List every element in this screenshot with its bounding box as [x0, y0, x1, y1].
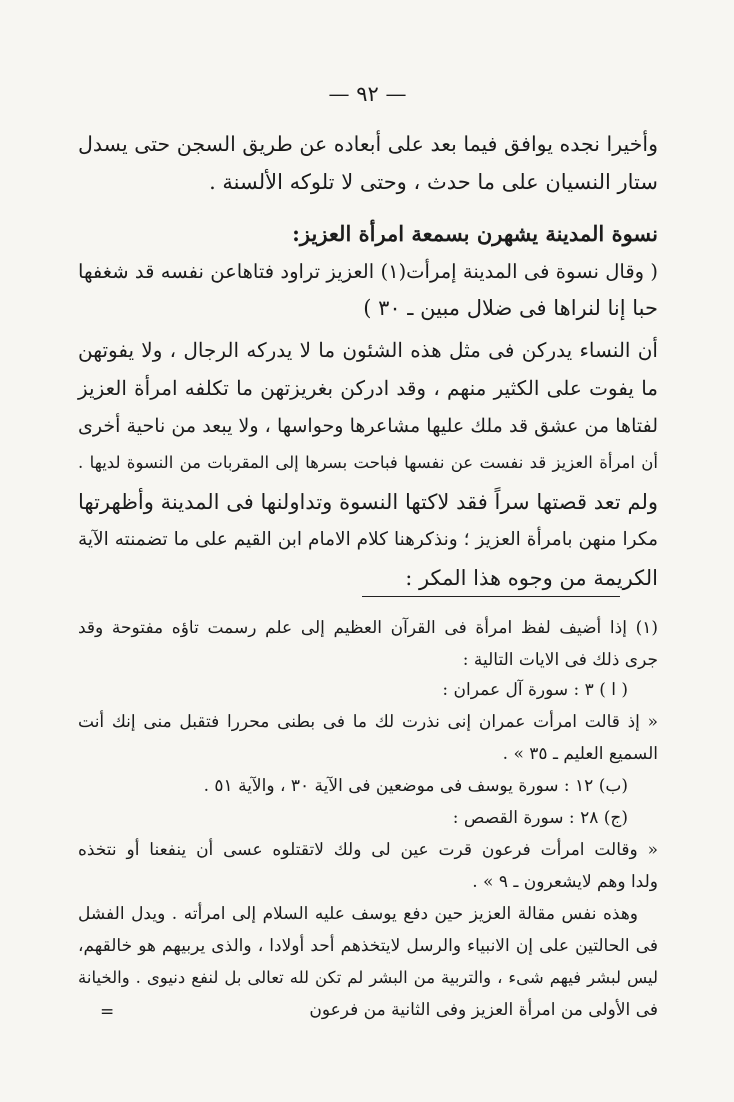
quran-verse-line: ( وقال نسوة فى المدينة إمرأت(١) العزيز تراود فتاهاعن نفسه قد شغفها	[78, 260, 658, 283]
footnote-line: « وقالت امرأت فرعون قرت عين لى ولك لاتقتلوه عسى أن ينفعنا أو نتخذه	[78, 840, 658, 860]
footnote-line: جرى ذلك فى الايات التالية :	[462, 650, 658, 670]
body-line: أن النساء يدركن فى مثل هذه الشئون ما لا يدركه الرجال ، ولا يفوتهن	[78, 338, 658, 362]
footnote-line: ولدا وهم لايشعرون ـ ٩ » .	[472, 872, 658, 892]
quran-verse-line: حبا إنا لنراها فى ضلال مبين ـ ٣٠ )	[363, 296, 658, 320]
body-line: وأخيرا نجده يوافق فيما بعد على أبعاده عن طريق السجن حتى يسدل	[78, 132, 658, 156]
footnote-line: « إذ قالت امرأت عمران إنى نذرت لك ما فى بطنى محررا فتقبل منى إنك أنت	[78, 712, 658, 732]
body-line: ولم تعد قصتها سراً فقد لاكتها النسوة وتداولنها فى المدينة وأظهرتها	[78, 490, 658, 514]
body-line: ستار النسيان على ما حدث ، وحتى لا تلوكه الألسنة .	[209, 170, 658, 194]
footnote-line: (ب) ١٢ : سورة يوسف فى موضعين فى الآية ٣٠ ، والآية ٥١ .	[203, 776, 628, 796]
body-line: مكرا منهن بامرأة العزيز ؛ ونذكرهنا كلام الامام ابن القيم على ما تضمنته الآية	[78, 529, 658, 550]
footnote-line: فى الأولى من امرأة العزيز وفى الثانية من فرعون	[309, 1000, 658, 1020]
footnote-line: وهذه نفس مقالة العزيز حين دفع يوسف عليه السلام إلى امرأته . ويدل الفشل	[78, 904, 638, 924]
body-line: ما يفوت على الكثير منهم ، وقد ادركن بغريزتهن ما تكلفه امرأة العزيز	[78, 376, 658, 400]
footnote-line: فى الحالتين على إن الانبياء والرسل لايتخذهم أحد أولادا ، والذى يربيهم هو خالقهم،	[78, 936, 658, 956]
footnote-line: ليس لبشر فيهم شىء ، والتربية من البشر لم تكن لله تعالى بل لنفع دنيوى . والخيانة	[78, 968, 658, 987]
footnote-line: (ج) ٢٨ : سورة القصص :	[452, 808, 628, 828]
body-line: الكريمة من وجوه هذا المكر :	[405, 566, 658, 590]
page-number: — ٩٢ —	[328, 82, 407, 106]
footnote-line: (١) إذا أضيف لفظ امرأة فى القرآن العظيم إلى علم رسمت تاؤه مفتوحة وقد	[78, 618, 658, 638]
footnote-line: ( ا ) ٣ : سورة آل عمران :	[442, 680, 628, 700]
footnote-divider	[362, 596, 620, 597]
body-line: أن امرأة العزيز قد نفست عن نفسها فباحت بسرها إلى المقربات من النسوة لديها .	[78, 453, 658, 472]
section-heading: نسوة المدينة يشهرن بسمعة امرأة العزيز:	[292, 221, 658, 246]
footnote-line: السميع العليم ـ ٣٥ » .	[502, 744, 658, 764]
body-line: لفتاها من عشق قد ملك عليها مشاعرها وحواسها ، ولا يبعد من ناحية أخرى	[78, 415, 658, 437]
margin-mark: =	[100, 1002, 115, 1022]
